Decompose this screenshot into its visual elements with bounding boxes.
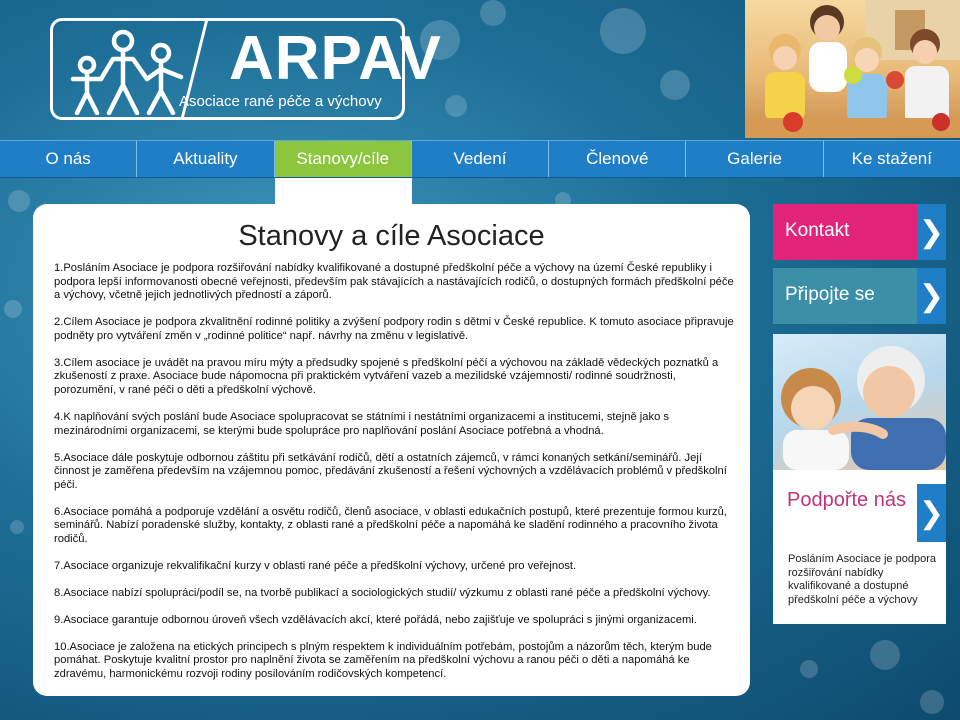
nav-item-clenove[interactable]: Členové (549, 141, 686, 177)
background-bubble (10, 520, 24, 534)
page-title: Stanovy a cíle Asociace (238, 220, 545, 252)
logo-subtitle: Asociace rané péče a výchovy (179, 93, 382, 110)
statute-paragraph: 9.Asociace garantuje odbornou úroveň všech vzdělávacích akcí, které pořádá, nebo zajišťuje ve spolupráci s jinými organizacemi. (54, 613, 697, 626)
statute-paragraph: 8.Asociace nabízí spolupráci/podíl se, na tvorbě publikací a sociologických studií/ výzkumu z oblasti rané péče a předškolní výchovy. (54, 586, 711, 599)
contact-button[interactable] (773, 204, 946, 260)
support-title: Podpořte nás (787, 489, 906, 511)
nav-item-o-nas[interactable]: O nás (0, 141, 137, 177)
arpav-logo[interactable] (50, 18, 442, 120)
nav-item-vedeni[interactable]: Vedení (412, 141, 549, 177)
background-bubble (4, 300, 22, 318)
support-description: Posláním Asociace je podpora rozšiřování nabídky kvalifikované a dostupné předškolní péče a výchovy (788, 553, 936, 606)
background-bubble (870, 640, 900, 670)
chevron-right-icon: ❯ (917, 268, 946, 324)
content-card (33, 204, 750, 696)
nav-item-galerie[interactable]: Galerie (686, 141, 823, 177)
background-bubble (8, 190, 30, 212)
chevron-right-icon: ❯ (917, 204, 946, 260)
background-bubble (920, 690, 944, 714)
statute-paragraph: 2.Cílem Asociace je podpora zkvalitnění rodinné politiky a zvýšení podpory rodin s dětmi v České republice. K tomuto asociace připravuje podněty pro vytváření změn v „rodinné politice“ např. návrhy na změnu v legislativě. (54, 316, 734, 342)
chevron-right-icon[interactable]: ❯ (917, 484, 946, 542)
logo-title: ARPAV (229, 24, 442, 93)
grandmother-child-illustration (773, 334, 946, 470)
statute-paragraph: 4.K naplňování svých poslání bude Asociace spolupracovat se státními i nestátními organizacemi a institucemi, stejně jako s mezinárodními organizacemi, se kterými bude spolupráce pro naplňování poslání Asociace potřebná a vhodná. (54, 410, 670, 437)
contact-label: Kontakt (773, 204, 917, 260)
children-photo-illustration (745, 0, 960, 138)
statute-paragraph: 7.Asociace organizuje rekvalifikační kurzy v oblasti rané péče a předškolní výchovy, určené pro veřejnost. (54, 559, 577, 572)
nav-item-stanovy-cile[interactable]: Stanovy/cíle (275, 141, 412, 177)
statute-paragraph: 10.Asociace je založena na etických principech s plným respektem k individuálním potřebám, postojům a názorům těch, kterým bude pomáhat. Poskytuje kvalitní prostor pro naplnění života se zaměřením na předškolní výchovu a ranou péči o děti a napomáhá ke zdravému, harmonickému rozvoji rodiny posilováním rodičovských kompetencí. (54, 640, 712, 680)
join-label: Připojte se (773, 268, 917, 324)
support-widget[interactable] (773, 470, 946, 624)
statute-paragraph: 3.Cílem asociace je uvádět na pravou míru mýty a předsudky spojené s předškolní péčí a výchovou na základě vědeckých poznatků a zkušeností z praxe. Asociace bude nápomocna při praktickém vytváření vazeb a mezilidské vzájemnosti/ rodinné soudržnosti, porozumění, v rané péči o děti a předškolní výchově. (54, 356, 719, 396)
nav-item-ke-stazeni[interactable]: Ke stažení (851, 149, 932, 168)
site-header (0, 0, 960, 138)
statute-paragraph: 6.Asociace pomáhá a podporuje vzdělání a osvětu rodičů, členů asociace, v oblasti edukačních postupů, které prezentuje formou kurzů, seminářů. Nabízí poradenské služby, kontakty, z oblasti rané a předškolní péče a napomáhá ke sladění rodinného a pracovního života rodičů. (54, 505, 727, 545)
background-bubble (800, 660, 818, 678)
main-navigation (0, 140, 960, 178)
statute-paragraph: 1.Posláním Asociace je podpora rozšiřování nabídky kvalifikované a dostupné předškolní péče a výchovy na území České republiky i podpora lepší informovanosti obecné veřejnosti, především pak stávajících a nastávajících rodičů, o dostupných formách předškolní péče a výchovy, včetně jejich jednotlivých předností a záporů. (54, 262, 734, 302)
header-photo-children (745, 0, 960, 138)
grandmother-child-photo (773, 334, 946, 470)
join-button[interactable] (773, 268, 946, 324)
nav-item-aktuality[interactable]: Aktuality (137, 141, 274, 177)
statute-paragraph: 5.Asociace dále poskytuje odbornou záštitu při setkávání rodičů, dětí a ostatních zájemců, v rámci konaných setkání/seminářů. Její činnost je zaměřena především na vzájemnou pomoc, předávání zkušeností a řešení výchovných a vzdělávacích problémů v předškolní péči. (54, 451, 727, 491)
statutes-list (54, 262, 739, 695)
active-tab-connector (275, 178, 412, 206)
